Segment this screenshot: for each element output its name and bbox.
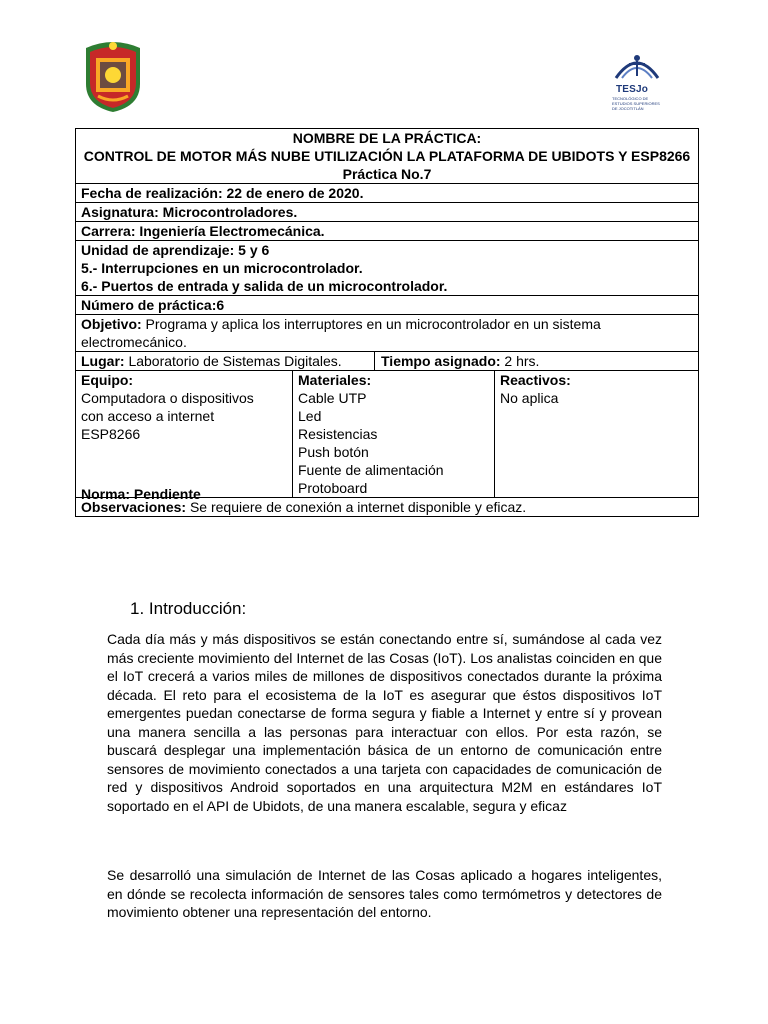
title-line: Práctica No.7 — [342, 166, 432, 182]
material-item: Cable UTP — [298, 390, 367, 406]
tesjo-logo — [612, 48, 662, 111]
reactivo-item: No aplica — [500, 390, 559, 406]
equipo-item: con acceso a internet — [81, 408, 215, 424]
tesjo-emblem-icon — [612, 48, 662, 84]
materiales-cell — [293, 371, 495, 498]
material-item: Led — [298, 408, 322, 424]
material-item: Protoboard — [298, 480, 368, 496]
equipo-cell — [76, 371, 293, 502]
lugar-label: Lugar: — [81, 353, 125, 369]
observaciones-label: Observaciones: — [81, 499, 187, 515]
title-line: CONTROL DE MOTOR MÁS NUBE UTILIZACIÓN LA PLATAFORMA DE UBIDOTS Y ESP8266 — [83, 148, 691, 164]
objetivo-label: Objetivo: — [81, 316, 142, 332]
unidad-line: 6.- Puertos de entrada y salida de un microcontrolador. — [81, 278, 448, 294]
unidad-cell — [76, 241, 699, 296]
resources-row — [76, 371, 699, 498]
tiempo-cell — [375, 352, 539, 370]
lugar-cell — [76, 352, 375, 370]
lugar-tiempo-row — [76, 352, 699, 371]
intro-heading: 1. Introducción: — [130, 599, 247, 618]
equipo-label: Equipo: — [81, 372, 134, 388]
observaciones-text: Se requiere de conexión a internet disponible y eficaz. — [186, 499, 527, 515]
material-item: Push botón — [298, 444, 369, 460]
practice-info-table — [75, 128, 699, 517]
intro-paragraph: Se desarrolló una simulación de Internet de las Cosas aplicado a hogares inteligentes, en dónde se recolecta información de sensores tales como termómetros y detectores de movimiento obtener una representación del entorno. — [107, 867, 662, 920]
lugar-text: Laboratorio de Sistemas Digitales. — [124, 353, 342, 369]
material-item: Resistencias — [298, 426, 378, 442]
reactivos-label: Reactivos: — [500, 372, 571, 388]
materiales-label: Materiales: — [298, 372, 372, 388]
coat-of-arms-logo — [78, 38, 148, 114]
equipo-item: ESP8266 — [81, 426, 141, 442]
objetivo-text: Programa y aplica los interruptores en un microcontrolador en un sistema electromecánico. — [81, 316, 601, 350]
tiempo-label: Tiempo asignado: — [381, 353, 501, 369]
tesjo-brand-text: TESJo — [616, 84, 649, 95]
carrera-cell: Carrera: Ingeniería Electromecánica. — [76, 222, 699, 241]
title-line: NOMBRE DE LA PRÁCTICA: — [292, 130, 482, 146]
intro-paragraph: Cada día más y más dispositivos se están conectando entre sí, sumándose al cada vez más creciente movimiento del Internet de las Cosas (IoT). Los analistas coinciden en que el IoT crecerá a varios miles de millones de dispositivos conectados durante la próxima década. El reto para el ecosistema de la IoT es asegurar que éstos dispositivos IoT emergentes puedan conectarse de forma segura y fiable a Internet y entre sí y provean una manera sencilla a las personas para interactuar con ellos. Por esta razón, se buscará desplegar una implementación básica de un entorno de comunicación entre sensores de movimiento conectados a una tarjeta con capacidades de comunicación de red y dispositivos Android soportados en una arquitectura M2M en estándares IoT soportado en el API de Ubidots, de una manera escalable, segura y eficaz — [107, 631, 662, 814]
norma-text: Norma: Pendiente — [81, 486, 201, 502]
asignatura-cell: Asignatura: Microcontroladores. — [76, 203, 699, 222]
unidad-line: Unidad de aprendizaje: 5 y 6 — [81, 242, 270, 258]
title-row — [76, 129, 699, 184]
material-item: Fuente de alimentación — [298, 462, 444, 478]
tesjo-tagline: TECNOLÓGICO DE ESTUDIOS SUPERIORES DE JOCOTITLÁN — [612, 96, 660, 111]
objetivo-cell — [76, 315, 699, 352]
equipo-item: Computadora o dispositivos — [81, 390, 254, 406]
numero-cell: Número de práctica:6 — [76, 296, 699, 315]
fecha-cell: Fecha de realización: 22 de enero de 2020. — [76, 184, 699, 203]
unidad-line: 5.- Interrupciones en un microcontrolador. — [81, 260, 363, 276]
tiempo-text: 2 hrs. — [500, 353, 540, 369]
reactivos-cell — [495, 371, 699, 498]
